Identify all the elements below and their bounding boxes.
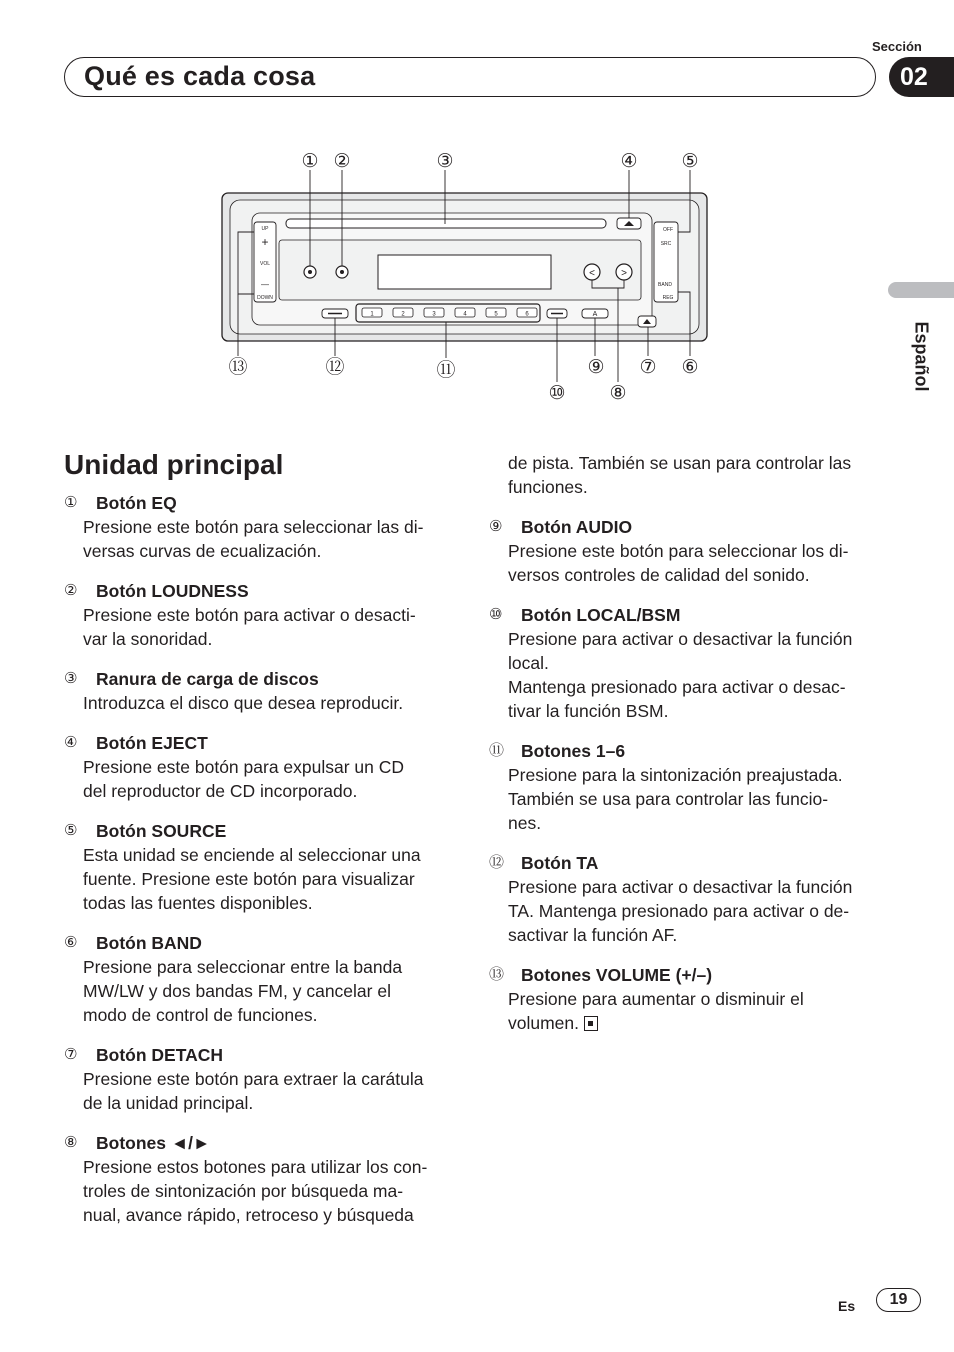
list-item xyxy=(489,603,879,723)
list-item xyxy=(64,491,454,563)
item-title: Botón BAND xyxy=(96,933,202,953)
item-body: Presione este botón para expulsar un CD del reproductor de CD incorporado. xyxy=(83,757,405,801)
item-title: Botones VOLUME (+/–) xyxy=(521,965,713,985)
source-band-panel xyxy=(654,222,678,302)
vol-label: VOL xyxy=(259,261,271,267)
item-body: Presione estos botones para utilizar los con- troles de sintonización por búsqueda ma- nual, avance rápido, retroceso y búsqueda xyxy=(83,1157,428,1225)
section-label: Sección xyxy=(872,39,922,54)
item-number: ③ xyxy=(64,670,78,687)
off-label: OFF xyxy=(663,227,673,233)
list-item xyxy=(64,1043,454,1115)
list-item xyxy=(64,931,454,1027)
preset-1-label: 1 xyxy=(370,311,374,318)
item-body: Introduzca el disco que desea reproducir. xyxy=(83,693,404,713)
item-title: Botones ◄/► xyxy=(96,1133,211,1153)
preset-4-label: 4 xyxy=(463,311,467,318)
right-column xyxy=(489,451,879,1051)
item-title: Botón TA xyxy=(521,853,599,873)
item-title: Ranura de carga de discos xyxy=(96,669,319,689)
src-label: SRC xyxy=(660,241,672,247)
item-body: Presione este botón para extraer la carátula de la unidad principal. xyxy=(83,1069,424,1113)
item-continuation: de pista. También se usan para controlar las funciones. xyxy=(508,453,852,497)
item-title: Botón EQ xyxy=(96,493,177,513)
item-number: ⑬ xyxy=(489,966,505,983)
callout-2: ② xyxy=(333,151,351,172)
language-label: Español xyxy=(911,321,932,392)
list-item xyxy=(489,963,879,1035)
item-number: ⑤ xyxy=(64,822,78,839)
vol-up-label: UP xyxy=(261,226,269,232)
display-window xyxy=(378,255,551,289)
callout-10: ⑩ xyxy=(548,383,566,404)
band-label: BAND xyxy=(658,282,672,288)
page-title: Qué es cada cosa xyxy=(84,61,316,91)
left-column xyxy=(64,491,454,1243)
preset-2-label: 2 xyxy=(401,311,405,318)
item-body: Presione este botón para seleccionar los di- versos controles de calidad del sonido. xyxy=(508,541,849,585)
list-item xyxy=(64,667,454,715)
item-body: Presione para aumentar o disminuir el volumen. xyxy=(508,989,804,1033)
seek-right-glyph: > xyxy=(621,268,627,279)
item-number: ⑫ xyxy=(489,854,505,871)
callout-3: ③ xyxy=(436,151,454,172)
list-item xyxy=(489,739,879,835)
item-title: Botón EJECT xyxy=(96,733,208,753)
item-body: Esta unidad se enciende al seleccionar una fuente. Presione este botón para visualizar todas las fuentes disponibles. xyxy=(83,845,421,913)
list-item xyxy=(64,731,454,803)
list-item xyxy=(489,851,879,947)
item-number: ⑥ xyxy=(64,934,78,951)
preset-6-label: 6 xyxy=(525,311,529,318)
callout-7: ⑦ xyxy=(639,357,657,378)
preset-3-label: 3 xyxy=(432,311,436,318)
item-title: Botón AUDIO xyxy=(521,517,633,537)
item-number: ⑧ xyxy=(64,1134,78,1151)
item-body: Presione para activar o desactivar la función TA. Mantenga presionado para activar o de- sactivar la función AF. xyxy=(508,877,853,945)
callout-6: ⑥ xyxy=(681,357,699,378)
vol-down-label: DOWN xyxy=(257,295,273,301)
item-number: ⑦ xyxy=(64,1046,78,1063)
item-number: ⑨ xyxy=(489,518,503,535)
list-item xyxy=(489,515,879,587)
callout-5: ⑤ xyxy=(681,151,699,172)
item-body: Presione este botón para activar o desacti- var la sonoridad. xyxy=(83,605,416,649)
item-title: Botones 1–6 xyxy=(521,741,626,761)
section-number-badge: 02 xyxy=(889,57,954,97)
language-tab xyxy=(888,282,954,298)
callout-12: ⑫ xyxy=(325,357,345,378)
item-title: Botón DETACH xyxy=(96,1045,224,1065)
item-number: ① xyxy=(64,494,78,511)
page-number: 19 xyxy=(876,1288,921,1312)
item-body: Presione para seleccionar entre la banda MW/LW y dos bandas FM, y cancelar el modo de control de funciones. xyxy=(83,957,403,1025)
callout-11: ⑪ xyxy=(436,360,456,381)
callout-1: ① xyxy=(301,151,319,172)
end-of-section-icon xyxy=(584,1016,598,1031)
item-body-wrapper xyxy=(489,987,879,1035)
vol-plus-label: + xyxy=(261,235,269,249)
audio-symbol: A xyxy=(592,311,598,318)
item-title: Botón SOURCE xyxy=(96,821,227,841)
list-item xyxy=(64,579,454,651)
list-item xyxy=(64,1131,454,1227)
item-title: Botón LOUDNESS xyxy=(96,581,249,601)
head-unit-diagram xyxy=(200,140,730,410)
item-body: Presione para activar o desactivar la función local. Mantenga presionado para activar o desac- tivar la función BSM. xyxy=(508,629,853,721)
reg-label: REG xyxy=(662,295,674,301)
callout-13: ⑬ xyxy=(228,357,248,378)
item-number: ② xyxy=(64,582,78,599)
callout-8: ⑧ xyxy=(609,383,627,404)
footer-language-code: Es xyxy=(838,1298,856,1314)
item-body: Presione este botón para seleccionar las di- versas curvas de ecualización. xyxy=(83,517,424,561)
preset-5-label: 5 xyxy=(494,311,498,318)
callout-9: ⑨ xyxy=(587,357,605,378)
section-heading: Unidad principal xyxy=(64,449,284,480)
vol-minus-label: — xyxy=(261,280,269,289)
item-number: ⑩ xyxy=(489,606,503,623)
callout-4: ④ xyxy=(620,151,638,172)
item-number: ④ xyxy=(64,734,78,751)
item-title: Botón LOCAL/BSM xyxy=(521,605,681,625)
item-number: ⑪ xyxy=(489,742,505,759)
item-body: Presione para la sintonización preajustada. También se usa para controlar las funcio- nes. xyxy=(508,765,843,833)
seek-left-glyph: < xyxy=(589,268,595,279)
disc-slot xyxy=(286,219,606,228)
list-item xyxy=(64,819,454,915)
